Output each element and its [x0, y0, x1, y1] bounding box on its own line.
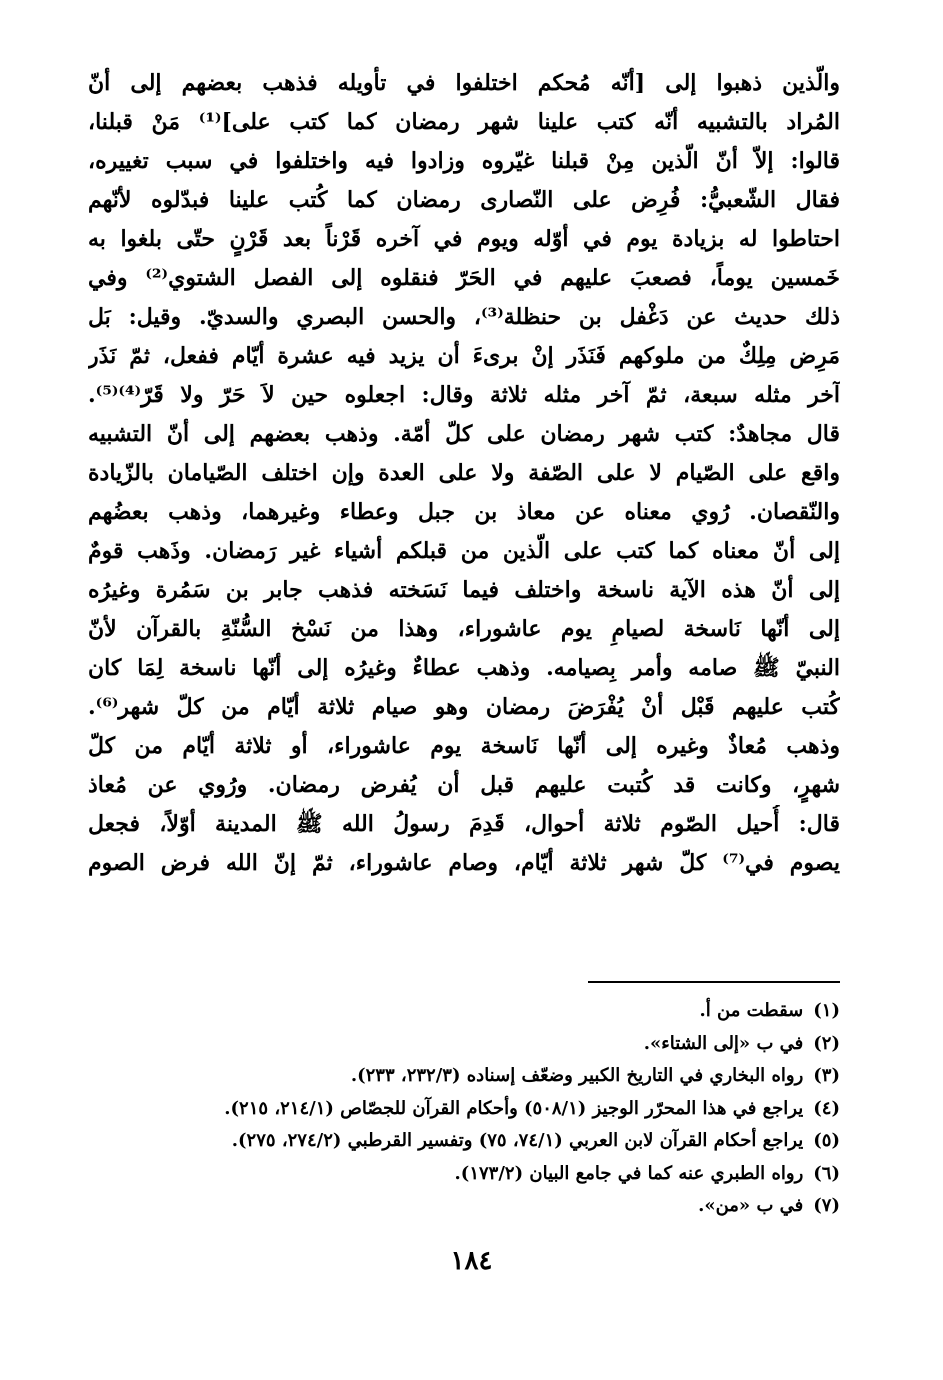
- footnote-number: (٦): [813, 1162, 840, 1184]
- text-line: خَمسين يوماً، فصعبَ عليهم في الحَرّ فنقلوه إلى الفصل الشتوي⁽²⁾ وفي: [88, 265, 840, 291]
- footnote-number: (٤): [813, 1097, 840, 1119]
- footnote: [100, 1125, 840, 1158]
- footnote-number: (٥): [813, 1130, 840, 1151]
- footnote-text: يراجع في هذا المحرّر الوجيز (٥٠٨/١) وأحكام القرآن للجصّاص (٢١٤/١، ٢١٥).: [224, 1097, 804, 1119]
- footnote: [100, 1190, 840, 1223]
- text-line: يصوم في⁽⁷⁾ كلّ شهر ثلاثة أيّام، وصام عاشوراء، ثمّ إنّ الله فرض الصوم: [88, 850, 840, 876]
- text-line: كُتب عليهم قَبْل أنْ يُفْرَضَ رمضان وهو صيام ثلاثة أيّام من كلّ شهر⁽⁶⁾.: [88, 694, 840, 720]
- text-line: واقع على الصّيام لا على الصّفة ولا على العدة وإن اختلف الصّيامان بالزّيادة: [88, 460, 840, 486]
- footnote: [100, 1093, 840, 1126]
- text-line: ذلك حديث عن دَغْفل بن حنظلة⁽³⁾، والحسن البصري والسديّ. وقيل: بَل: [88, 304, 840, 330]
- footnote-text: يراجع أحكام القرآن لابن العربي (٧٤/١، ٧٥) وتفسير القرطبي (٢٧٤/٢، ٢٧٥).: [231, 1130, 804, 1151]
- footnote-text: رواه الطبري عنه كما في جامع البيان (١٧٣/٢).: [454, 1162, 804, 1184]
- footnote: [100, 1028, 840, 1061]
- text-line: إلى أنّها نَاسخة لصيامِ يوم عاشوراء، وهذا من نَسْخ السُّنّةِ بالقرآن لأنّ: [88, 616, 840, 642]
- footnote-separator: [588, 981, 840, 983]
- footnote-number: (٧): [813, 1195, 840, 1216]
- text-line: قال مجاهدٌ: كتب شهر رمضان على كلّ أمّة. وذهب بعضهم إلى أنّ التشبيه: [88, 421, 840, 447]
- footnote-number: (٢): [813, 1032, 840, 1054]
- text-line: وذهب مُعاذٌ وغيره إلى أنّها نَاسخة يوم عاشوراء، أو ثلاثة أيّام من كلّ: [88, 733, 840, 759]
- footnote-number: (٣): [813, 1065, 840, 1086]
- footnote-number: (١): [813, 1000, 840, 1021]
- text-line: قالوا: إلاّ أنّ الّذين مِنْ قبلنا غيّروه وزادوا فيه واختلفوا في سبب تغييره،: [88, 148, 840, 174]
- footnote: [100, 995, 840, 1028]
- text-line: والنّقصان. رُوي معناه عن معاذ بن جبل وعطاء وغيرهما، وذهب بعضُهم: [88, 499, 840, 525]
- footnote-text: سقطت من أ.: [699, 1000, 804, 1021]
- text-line: المُراد بالتشبيه أنّه كتب علينا شهر رمضان كما كتب على]⁽¹⁾ مَنْ قبلنا،: [88, 109, 840, 135]
- footnote-text: في ب «من».: [698, 1195, 804, 1216]
- text-line: شهرٍ، وكانت قد كُتبت عليهم قبل أن يُفرض رمضان. ورُوي عن مُعاذ: [88, 772, 840, 798]
- footnote-text: في ب «إلى الشتاء».: [643, 1032, 804, 1054]
- text-line: إلى أنّ معناه كما كتب على الّذين من قبلكم أشياء غير رَمضان. وذَهب قومٌ: [88, 538, 840, 564]
- text-line: آخر مثله سبعة، ثمّ آخر مثله ثلاثة وقال: اجعلوه حين لاَ حَرّ ولا قَرّ⁽⁴⁾⁽⁵⁾.: [88, 382, 840, 408]
- text-line: مَرِض مِلِكٌ من ملوكهم فَنَذَر إنْ برىءَ أن يزيد فيه عشرة أيّام ففعل، ثمّ نَذَر: [88, 343, 840, 369]
- text-line: والّذين ذهبوا إلى [أنّه مُحكم اختلفوا في تأويله فذهب بعضهم إلى أنّ: [88, 70, 840, 96]
- footnote: [100, 1158, 840, 1191]
- text-line: النبيّ ﷺ صامه وأمر بِصيامه. وذهب عطاءٌ وغيرُه إلى أنّها ناسخة لِمَا كان: [88, 655, 840, 681]
- footnote: [100, 1060, 840, 1093]
- footnotes: [100, 995, 840, 1223]
- text-line: إلى أنّ هذه الآية ناسخة واختلف فيما نَسَخته فذهب جابر بن سَمُرة وغيرُه: [88, 577, 840, 603]
- footnote-text: رواه البخاري في التاريخ الكبير وضعّف إسناده (٢٣٢/٣، ٢٣٣).: [350, 1065, 804, 1086]
- main-text: [88, 64, 840, 883]
- text-line: فقال الشّعبيُّ: فُرِض على النّصارى رمضان كما كُتب علينا فبدّلوه لأنّهم: [88, 187, 840, 213]
- text-line: قال: أُحيل الصّوم ثلاثة أحوال، قَدِمَ رسولُ الله ﷺ المدينة أوّلاً، فجعل: [88, 811, 840, 837]
- page-number: ١٨٤: [450, 1246, 493, 1276]
- text-line: احتاطوا له بزيادة يوم في أوّله ويوم في آخره قَرْناً بعد قَرْنٍ حتّى بلغوا به: [88, 226, 840, 252]
